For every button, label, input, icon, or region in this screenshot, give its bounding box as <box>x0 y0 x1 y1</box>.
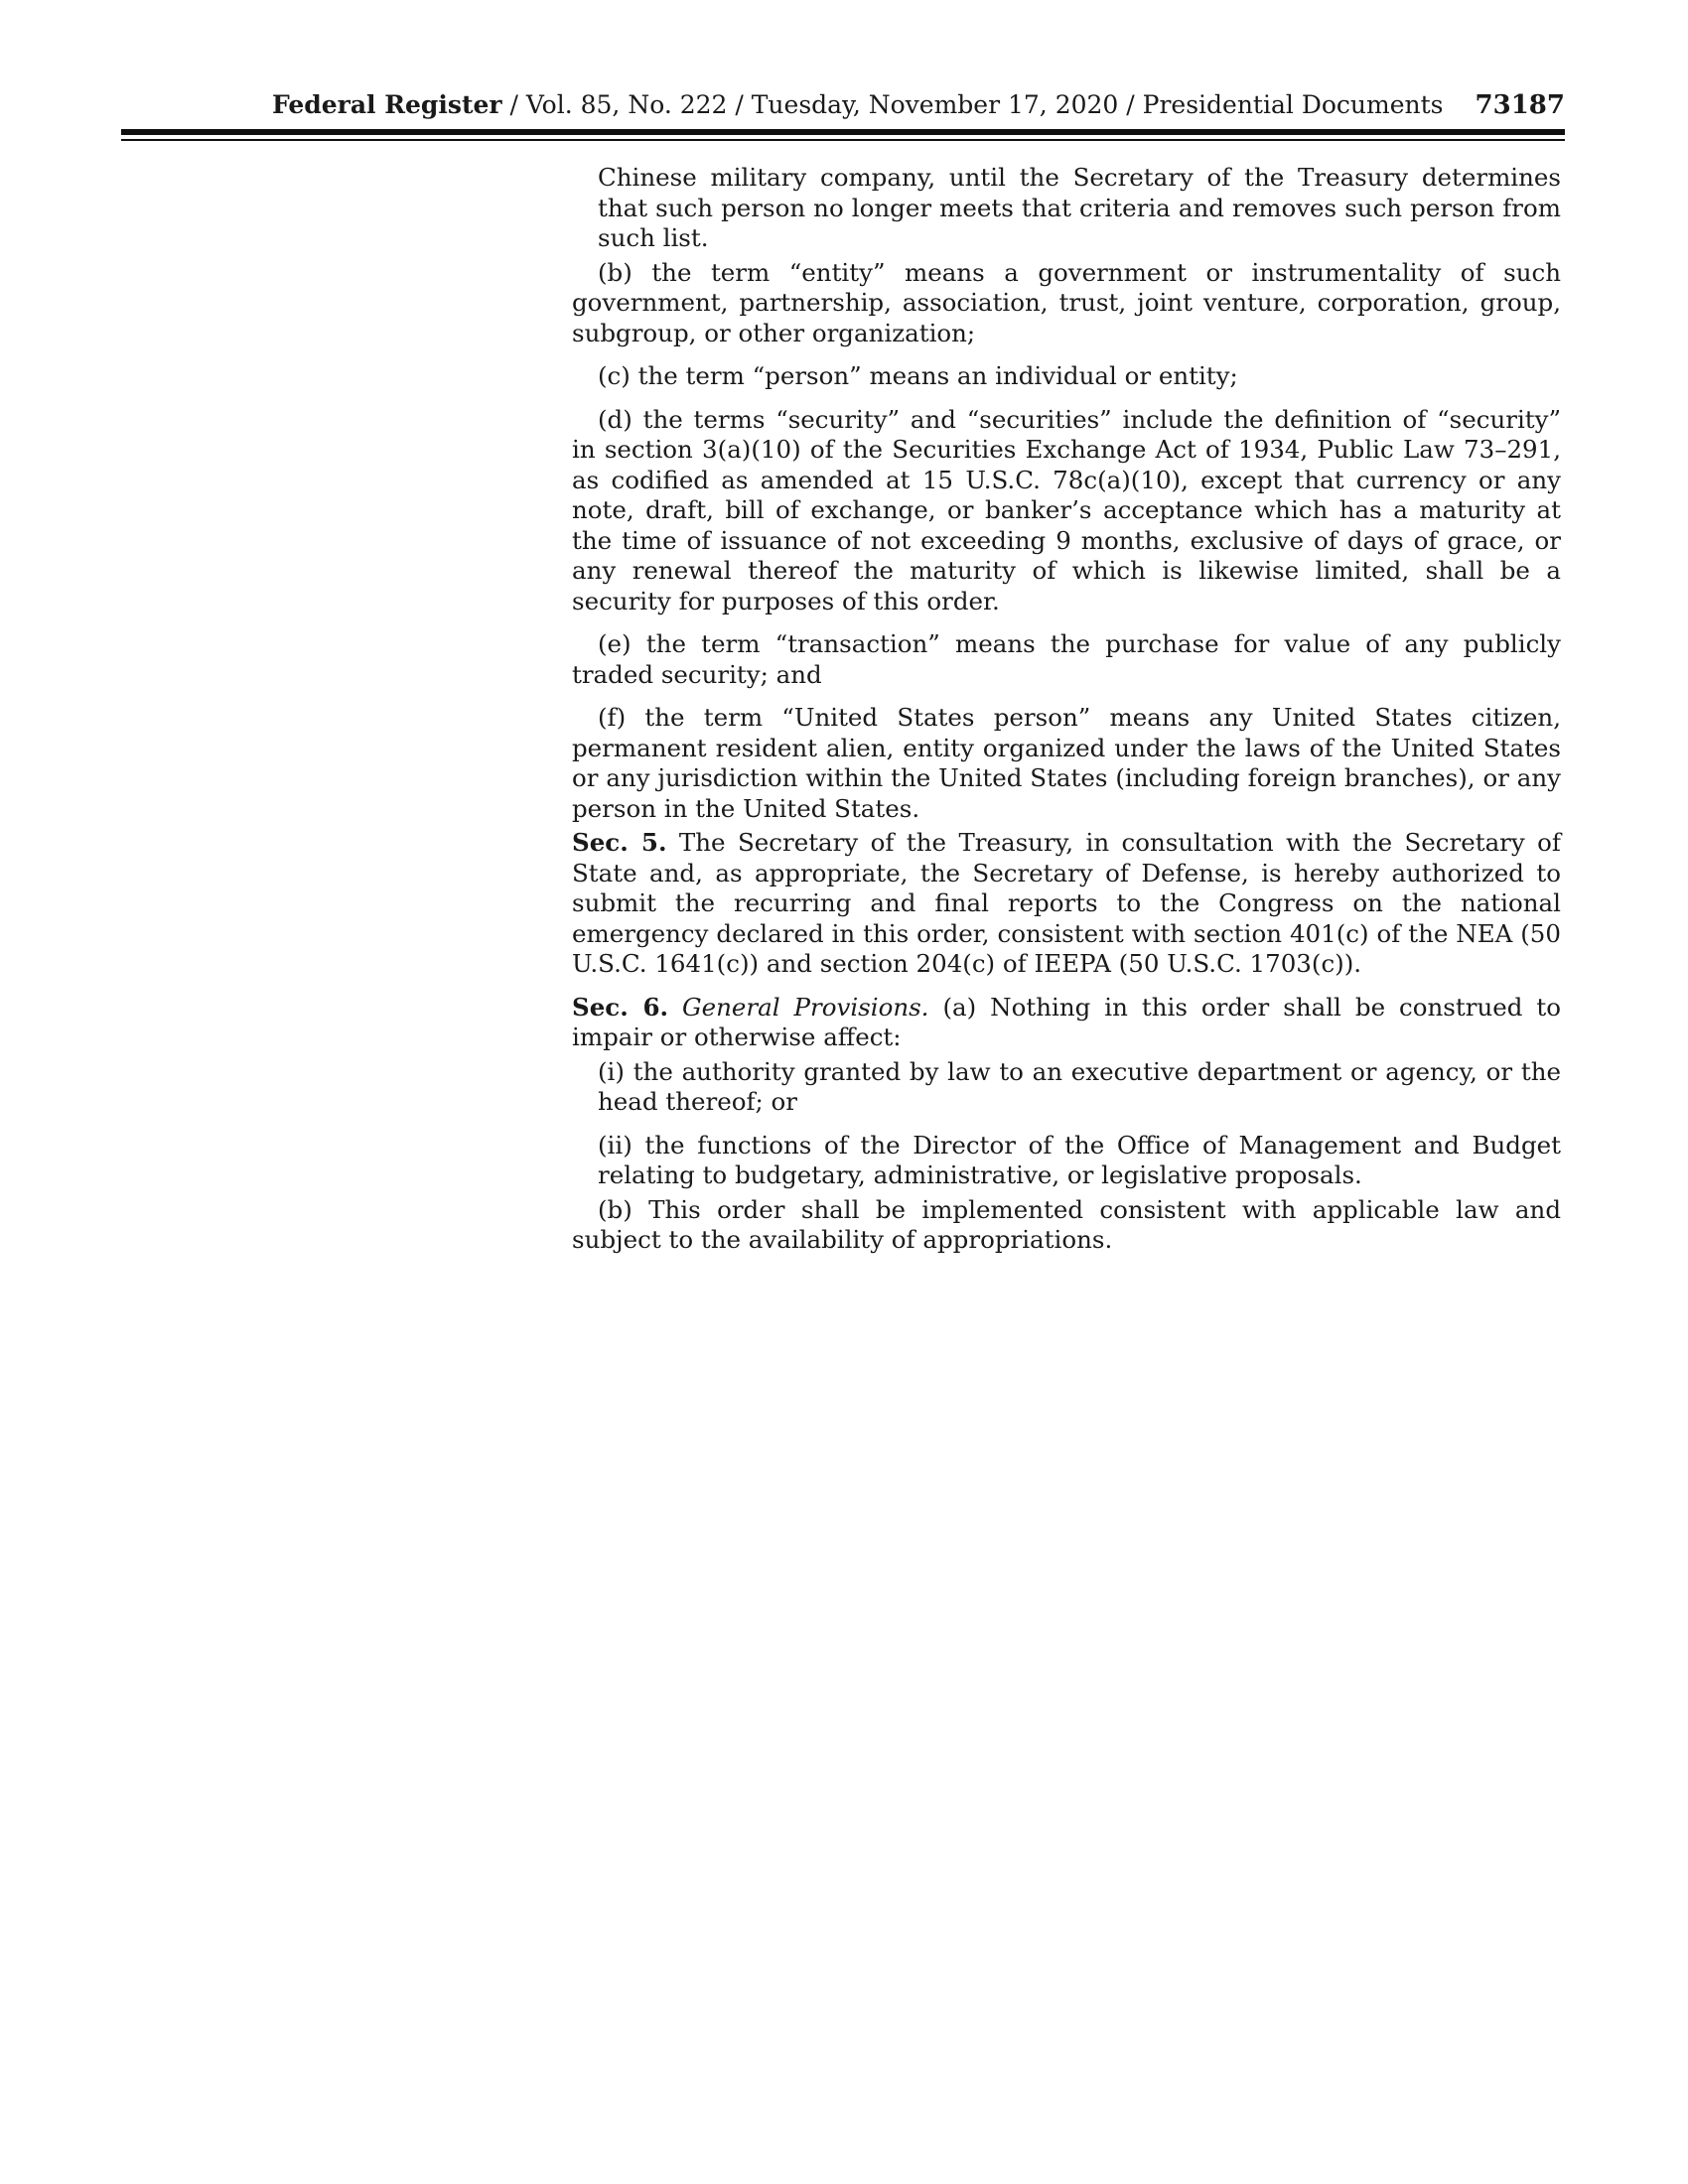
section-6-label: Sec. 6. <box>572 992 669 1022</box>
paragraph-b: (b) the term “entity” means a government or instrumentality of such government, partnership, association, trust, joint venture, corporation, group, subgroup, or other organization; <box>572 257 1561 347</box>
section-5-text: The Secretary of the Treasury, in consultation with the Secretary of State and, as appropriate, the Secretary of Defense, is hereby authorized to submit the recurring and final reports to the Congress on the national emergency declared in this order, consistent with section 401(c) of the NEA (50 U.S.C. 1641(c)) and section 204(c) of IEEPA (50 U.S.C. 1703(c)). <box>572 828 1561 978</box>
paragraph-continuation: Chinese military company, until the Secretary of the Treasury determines that such person no longer meets that criteria and removes such person from such list. <box>598 163 1561 252</box>
paragraph-f: (f) the term “United States person” means any United States citizen, permanent resident alien, entity organized under the laws of the United States or any jurisdiction within the United States (including foreign branches), or any person in the United States. <box>572 703 1561 823</box>
page-header <box>121 87 1565 123</box>
header-rule-thick <box>121 129 1565 135</box>
paragraph-i: (i) the authority granted by law to an executive department or agency, or the head thereof; or <box>598 1056 1561 1116</box>
document-body <box>572 163 1561 1269</box>
paragraph-c: (c) the term “person” means an individual or entity; <box>598 361 1238 390</box>
section-6-title: General Provisions. <box>682 992 929 1022</box>
journal-name: Federal Register <box>272 90 502 119</box>
paragraph-d: (d) the terms “security” and “securities” include the definition of “security” in section 3(a)(10) of the Securities Exchange Act of 1934, Public Law 73–291, as codified as amended at 15 U.S.C. 78c(a)(10), except that currency or any note, draft, bill of exchange, or banker’s acceptance which has a maturity at the time of issuance of not exceeding 9 months, exclusive of days of grace, or any renewal thereof the maturity of which is likewise limited, shall be a security for purposes of this order. <box>572 404 1561 615</box>
header-rule-thin <box>121 139 1565 141</box>
section-6-text: (a) Nothing in this order shall be construed to impair or otherwise affect: <box>572 992 1561 1051</box>
paragraph-6b: (b) This order shall be implemented consistent with applicable law and subject to the availability of appropriations. <box>572 1194 1561 1254</box>
paragraph-e: (e) the term “transaction” means the purchase for value of any publicly traded security; and <box>572 629 1561 689</box>
paragraph-ii: (ii) the functions of the Director of the Office of Management and Budget relating to budgetary, administrative, or legislative proposals. <box>598 1130 1561 1189</box>
journal-citation <box>272 87 1444 123</box>
section-5 <box>572 828 1561 980</box>
section-6 <box>572 993 1561 1053</box>
issue-info: / Vol. 85, No. 222 / Tuesday, November 17, 2020 / Presidential Documents <box>501 90 1444 119</box>
page-number: 73187 <box>1475 90 1565 120</box>
section-5-label: Sec. 5. <box>572 828 667 857</box>
